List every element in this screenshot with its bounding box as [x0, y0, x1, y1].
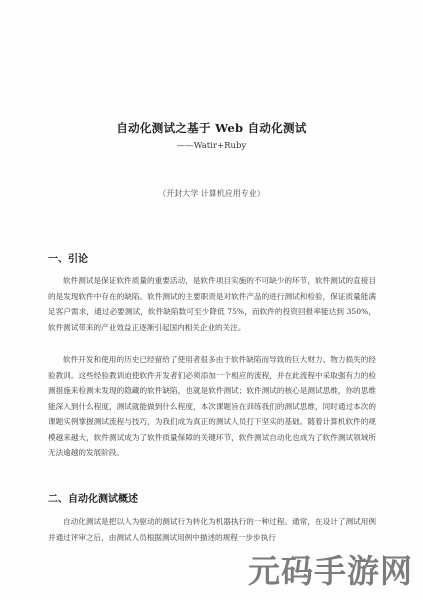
paragraph-intro-2: 软件开发和使用的历史已经留给了使用者很多由于软件缺陷而导致的巨大财力、物力损失的经验教训。这些经验教训迫使软件开发者们必须添加一个相应的流程，并在此流程中采取强有力的检测措施来检测未发现的隐藏的软件缺陷，也就是软件测试；软件测试的核心是测试思维，你的思维能深入到什么程度，测试就能做到什么程度，本次课题旨在训练我们的测试思维，同时通过本次的课题实例掌握测试流程与技巧，为我们成为真正的测试人员打下坚实的基础。随着计算机软件的规模越来越大，软件测试成为了软件质量保障的关键环节，软件测试自动化也成为了软件测试领域所无法逾越的发展阶段。	[48, 355, 376, 457]
section-heading-overview: 二、自动化测试概述	[48, 494, 138, 505]
author-affiliation: （开封大学 计算机应用专业）	[158, 189, 265, 198]
paragraph-intro-1: 软件测试是保证软件质量的重要活动，是软件项目实施的不可缺少的环节，软件测试的直接目的是发现软件中存在的缺陷。软件测试的主要职责是对软件产品的进行测试和检验，保证质量能满足客户需求，通过必要测试，软件缺陷数可至少降低 75%，而软件的投资回报率能达到 350%，软件测试带来的产业效益正逐渐引起国内相关企业的关注。	[48, 276, 376, 332]
paragraph-overview-1: 自动化测试是把以人为驱动的测试行为转化为机器执行的一种过程。通常，在设计了测试用例并通过评审之后，由测试人员根据测试用例中描述的规程一步步执行	[48, 517, 376, 542]
document-subtitle: ——Watir+Ruby	[176, 141, 247, 151]
section-heading-introduction: 一、引论	[48, 254, 88, 265]
site-watermark-logo: 元码手游网	[247, 552, 413, 590]
document-title: 自动化测试之基于 Web 自动化测试	[116, 121, 307, 135]
